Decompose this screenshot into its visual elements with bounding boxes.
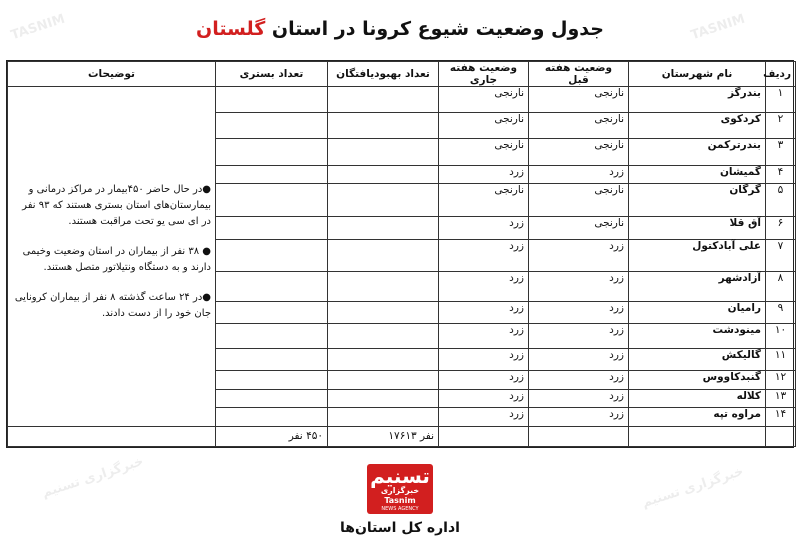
cell-prev-status: نارنجی [529, 87, 629, 113]
cell-city: کلاله [629, 390, 766, 408]
cell-recovered [328, 349, 439, 371]
cell-curr-status: زرد [439, 302, 529, 324]
cell-recovered [328, 113, 439, 139]
header-radif: ردیف [766, 62, 796, 87]
cell-prev-status: زرد [529, 349, 629, 371]
watermark: TASNIM [9, 11, 67, 44]
cell-hospitalized [216, 390, 328, 408]
cell-radif: ۹ [766, 302, 796, 324]
cell-prev-status: زرد [529, 165, 629, 183]
title-province: گلستان [196, 18, 266, 40]
note-item: ●در حال حاضر ۴۵۰بیمار در مراکز درمانی و بیمارستان‌های استان بستری هستند که ۹۳ نفر در ای سی یو تحت مراقبت هستند. [22, 184, 211, 228]
header-recovered: تعداد بهبودیافتگان [328, 62, 439, 87]
note-item: ●در ۲۴ ساعت گذشته ۸ نفر از بیماران کرونایی جان خود را از دست دادند. [14, 292, 211, 320]
cell-prev-status: زرد [529, 408, 629, 427]
cell-curr-status: نارنجی [439, 183, 529, 217]
cell-hospitalized [216, 240, 328, 271]
total-recovered: نفر ۱۷۶۱۳ [328, 426, 439, 446]
cell-recovered [328, 139, 439, 165]
cell-notes [8, 87, 216, 427]
watermark: خبرگزاری تسنیم [640, 464, 746, 511]
cell-hospitalized [216, 165, 328, 183]
total-empty [629, 426, 766, 446]
cell-city: گمیشان [629, 165, 766, 183]
header-notes: توضیحات [8, 62, 216, 87]
cell-radif: ۳ [766, 139, 796, 165]
header-curr: وضعیت هفته جاری [439, 62, 529, 87]
cell-radif: ۴ [766, 165, 796, 183]
cell-prev-status: زرد [529, 324, 629, 349]
cell-city: گرگان [629, 183, 766, 217]
cell-hospitalized [216, 408, 328, 427]
cell-prev-status: نارنجی [529, 217, 629, 240]
cell-hospitalized [216, 349, 328, 371]
cell-radif: ۱۴ [766, 408, 796, 427]
status-table [7, 61, 796, 447]
cell-hospitalized [216, 139, 328, 165]
cell-radif: ۵ [766, 183, 796, 217]
page-title [0, 18, 800, 40]
cell-radif: ۲ [766, 113, 796, 139]
cell-city: کردکوی [629, 113, 766, 139]
cell-curr-status: زرد [439, 349, 529, 371]
cell-curr-status: زرد [439, 217, 529, 240]
cell-recovered [328, 183, 439, 217]
cell-hospitalized [216, 371, 328, 390]
cell-city: آق قلا [629, 217, 766, 240]
cell-radif: ۱۲ [766, 371, 796, 390]
cell-curr-status: نارنجی [439, 87, 529, 113]
cell-hospitalized [216, 324, 328, 349]
cell-city: گنبدکاووس [629, 371, 766, 390]
cell-curr-status: زرد [439, 324, 529, 349]
table-body [8, 87, 796, 447]
watermark: خبرگزاری تسنیم [40, 454, 146, 501]
cell-hospitalized [216, 113, 328, 139]
header-city: نام شهرستان [629, 62, 766, 87]
cell-recovered [328, 240, 439, 271]
cell-city: آزادشهر [629, 271, 766, 301]
table-header-row [8, 62, 796, 87]
footer-logo-area [320, 464, 480, 556]
cell-curr-status: زرد [439, 240, 529, 271]
cell-city: بندرگز [629, 87, 766, 113]
total-empty [766, 426, 796, 446]
cell-recovered [328, 217, 439, 240]
totals-row [8, 426, 796, 446]
cell-recovered [328, 302, 439, 324]
cell-radif: ۷ [766, 240, 796, 271]
cell-curr-status: نارنجی [439, 139, 529, 165]
cell-curr-status: زرد [439, 271, 529, 301]
cell-hospitalized [216, 183, 328, 217]
cell-radif: ۱۰ [766, 324, 796, 349]
cell-recovered [328, 87, 439, 113]
cell-prev-status: نارنجی [529, 139, 629, 165]
cell-recovered [328, 165, 439, 183]
total-empty [529, 426, 629, 446]
cell-radif: ۱۳ [766, 390, 796, 408]
total-empty [8, 426, 216, 446]
total-hospitalized: ۴۵۰ نفر [216, 426, 328, 446]
cell-radif: ۱۱ [766, 349, 796, 371]
table-row [8, 87, 796, 113]
cell-recovered [328, 390, 439, 408]
cell-prev-status: نارنجی [529, 113, 629, 139]
cell-curr-status: زرد [439, 165, 529, 183]
cell-prev-status: زرد [529, 240, 629, 271]
cell-city: بندرترکمن [629, 139, 766, 165]
cell-city: مینودشت [629, 324, 766, 349]
cell-city: مراوه تپه [629, 408, 766, 427]
status-table-container [6, 60, 794, 448]
cell-hospitalized [216, 271, 328, 301]
total-empty [439, 426, 529, 446]
cell-prev-status: زرد [529, 390, 629, 408]
header-prev: وضعیت هفته قبل [529, 62, 629, 87]
cell-curr-status: زرد [439, 390, 529, 408]
cell-hospitalized [216, 217, 328, 240]
cell-city: رامیان [629, 302, 766, 324]
note-item: ● ۳۸ نفر از بیماران در استان وضعیت وخیمی دارند و به دستگاه ونتیلاتور متصل هستند. [22, 246, 211, 274]
cell-hospitalized [216, 302, 328, 324]
cell-prev-status: نارنجی [529, 183, 629, 217]
title-prefix: جدول وضعیت شیوع کرونا در استان [271, 18, 604, 40]
watermark: TASNIM [689, 11, 747, 44]
cell-city: علی آبادکتول [629, 240, 766, 271]
cell-radif: ۱ [766, 87, 796, 113]
cell-curr-status: زرد [439, 408, 529, 427]
cell-prev-status: زرد [529, 302, 629, 324]
cell-prev-status: زرد [529, 371, 629, 390]
cell-radif: ۶ [766, 217, 796, 240]
cell-curr-status: نارنجی [439, 113, 529, 139]
cell-city: گالیکش [629, 349, 766, 371]
tasnim-logo: تسنیم خبرگزاری Tasnim NEWS AGENCY [367, 464, 433, 514]
org-name: اداره کل استان‌ها [340, 520, 460, 536]
cell-prev-status: زرد [529, 271, 629, 301]
cell-radif: ۸ [766, 271, 796, 301]
header-hospitalized: تعداد بستری [216, 62, 328, 87]
cell-curr-status: زرد [439, 371, 529, 390]
cell-recovered [328, 408, 439, 427]
cell-recovered [328, 324, 439, 349]
cell-recovered [328, 371, 439, 390]
cell-recovered [328, 271, 439, 301]
cell-hospitalized [216, 87, 328, 113]
